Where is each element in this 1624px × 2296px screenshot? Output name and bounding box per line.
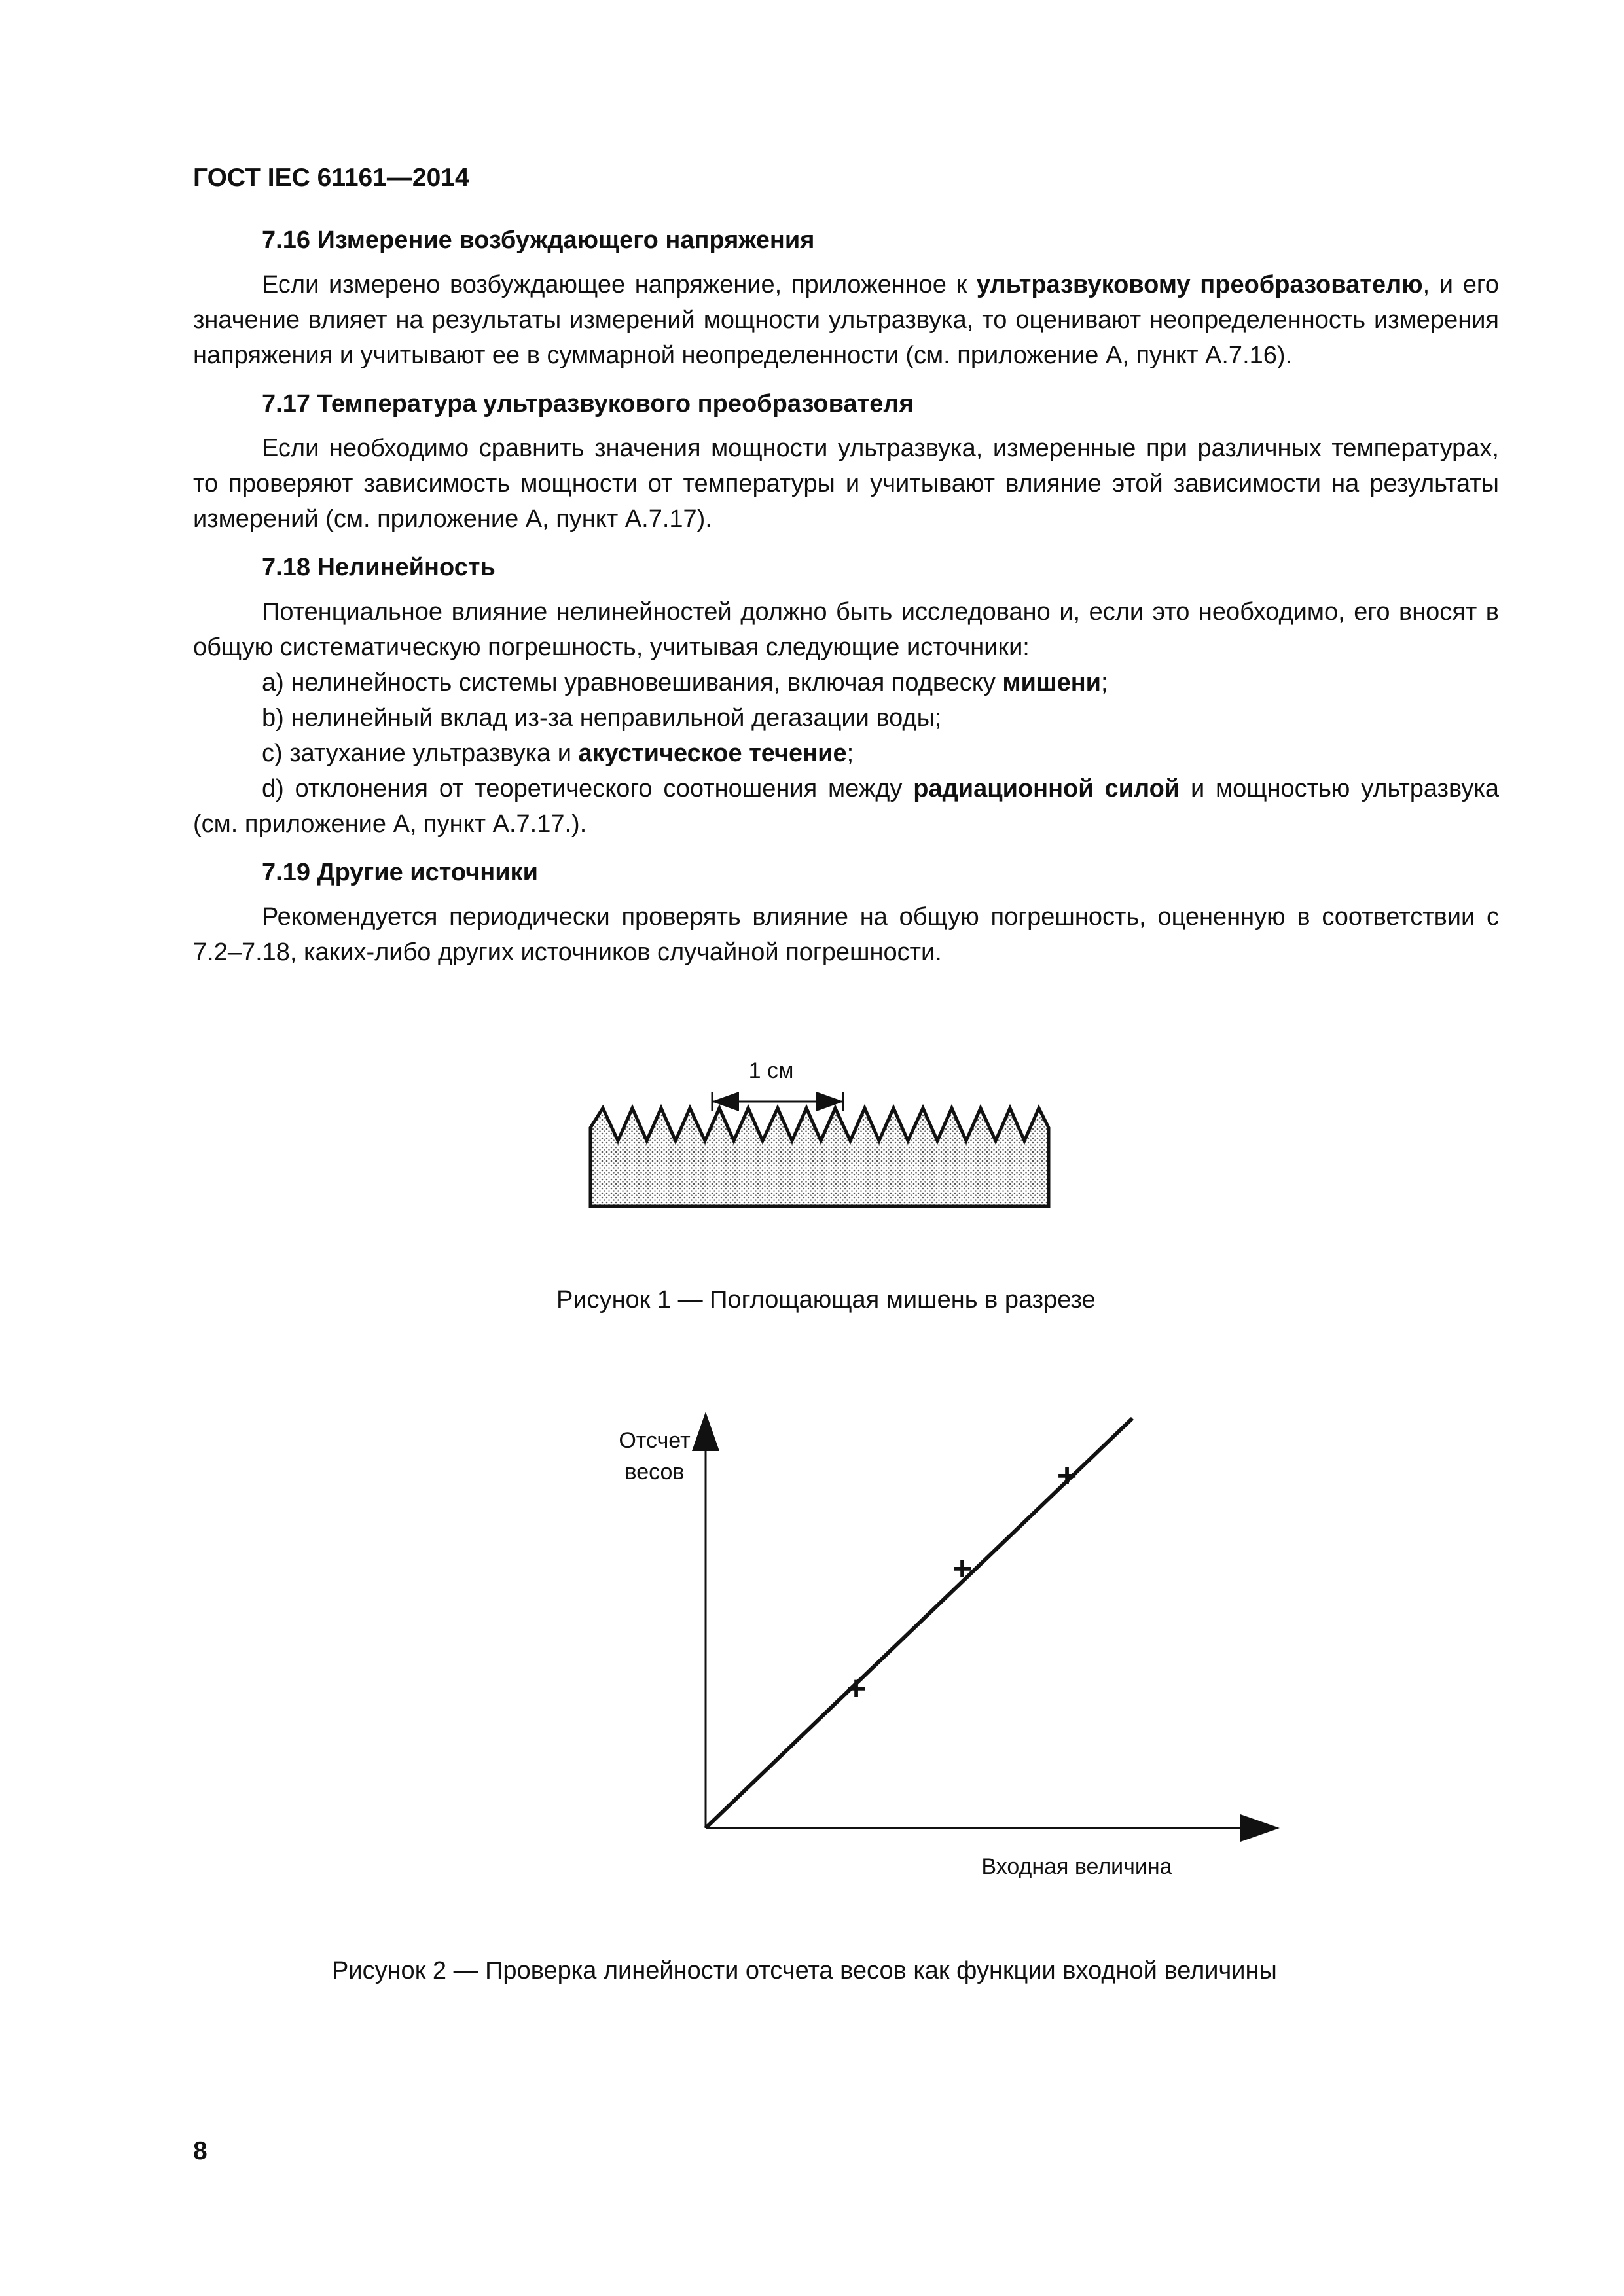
- list-item: [193, 700, 1499, 736]
- text-run: ;: [1101, 669, 1108, 696]
- text-run: и мощностью ультразвука (см. приложение А, пункт А.7.17.).: [193, 775, 1499, 838]
- data-point-marker: +: [846, 1670, 867, 1708]
- data-point-marker: +: [952, 1550, 973, 1588]
- text-run: ;: [846, 740, 854, 767]
- list: [193, 665, 1499, 842]
- data-point-marker: +: [1056, 1457, 1077, 1495]
- page-number: 8: [193, 2137, 208, 2165]
- figure-2-linearity-plot: [589, 1407, 1309, 1892]
- figure-2-caption: Рисунок 2 — Проверка линейности отсчета весов как функции входной величины: [332, 1957, 1277, 1984]
- list-item: [193, 771, 1499, 842]
- bold-term: акустическое течение: [578, 740, 847, 767]
- text-run: Рекомендуется периодически проверять влияние на общую погрешность, оцененную в соответствии с 7.2–7.18, каких-либо других источников случайной погрешности.: [193, 903, 1499, 966]
- x-axis-label: Входная величина: [981, 1854, 1172, 1879]
- y-axis-label: Отсчет: [619, 1428, 691, 1453]
- bold-term: ультразвуковому преобразователю: [976, 271, 1423, 298]
- target-body: [590, 1108, 1049, 1206]
- text-run: Если необходимо сравнить значения мощности ультразвука, измеренные при различных температурах, то проверяют зависимость мощности от температуры и учитывают влияние этой зависимости на результаты измерений (см. приложение А, пункт А.7.17).: [193, 435, 1499, 533]
- section-title: 7.18 Нелинейность: [262, 554, 496, 581]
- section-title: 7.16 Измерение возбуждающего напряжения: [262, 226, 815, 254]
- text-run: c) затухание ультразвука и: [262, 740, 579, 767]
- text-run: d) отклонения от теоретического соотношения между: [262, 775, 914, 802]
- y-axis-label: весов: [624, 1460, 685, 1484]
- figure-1-caption: Рисунок 1 — Поглощающая мишень в разрезе: [556, 1286, 1096, 1314]
- text-run: a) нелинейность системы уравновешивания, включая подвеску: [262, 669, 1003, 696]
- text-run: b) нелинейный вклад из-за неправильной дегазации воды;: [262, 704, 942, 732]
- paragraph: [193, 267, 1499, 373]
- document-header: ГОСТ IEC 61161—2014: [193, 164, 469, 192]
- document-body: [193, 223, 1499, 983]
- paragraph: [193, 899, 1499, 970]
- text-run: Потенциальное влияние нелинейностей должно быть исследовано и, если это необходимо, его вносят в общую систематическую погрешность, учитывая следующие источники:: [193, 598, 1499, 661]
- text-run: , и его значение влияет на результаты измерений мощности ультразвука, то оценивают неопределенность измерения напряжения и учитывают ее в суммарной неопределенности (см. приложение А, пункт А.7.16).: [193, 271, 1500, 369]
- paragraph: [193, 431, 1499, 537]
- paragraph: [193, 594, 1499, 665]
- bold-term: радиационной силой: [913, 775, 1180, 802]
- bold-term: мишени: [1002, 669, 1102, 696]
- list-item: [193, 665, 1499, 700]
- section-title: 7.19 Другие источники: [262, 859, 538, 886]
- scale-label: 1 см: [748, 1058, 794, 1083]
- figure-1-absorbing-target: [583, 1041, 1060, 1224]
- text-run: Если измерено возбуждающее напряжение, приложенное к: [262, 271, 977, 298]
- list-item: [193, 736, 1499, 771]
- section-title: 7.17 Температура ультразвукового преобразователя: [262, 390, 914, 418]
